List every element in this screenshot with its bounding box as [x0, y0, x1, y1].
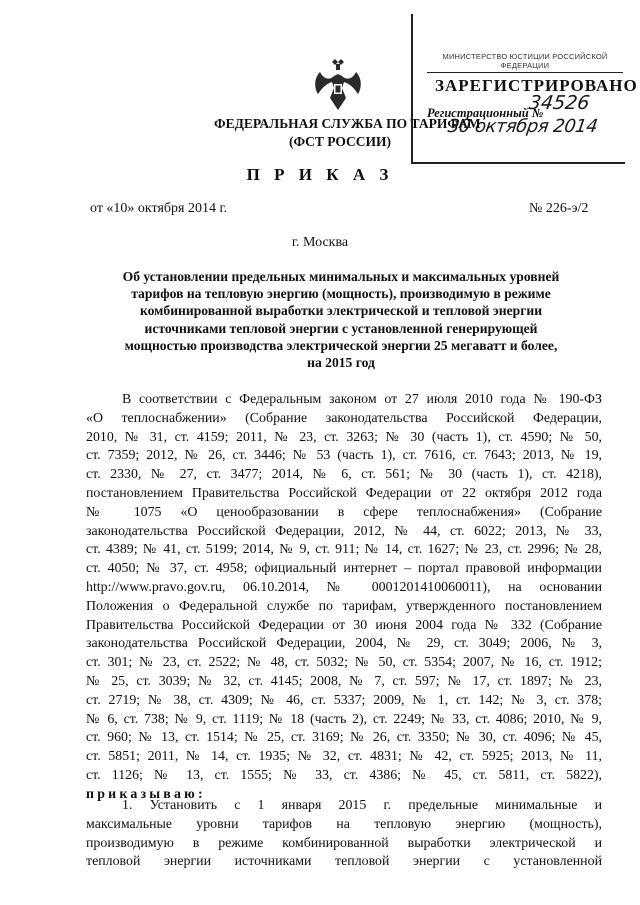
text-line: ст. 1126; № 13, ст. 1555; № 33, ст. 4386; № 45, ст. 5811, ст. 5822),: [86, 767, 602, 783]
text-line: максимальные уровни тарифов на тепловую энергию (мощность),: [86, 816, 602, 832]
prikazyvayu-word: приказываю:: [86, 786, 206, 802]
stamp-registered-text: ЗАРЕГИСТРИРОВАНО: [435, 76, 638, 95]
title-line: мощностью производства электрической энергии 25 мегаватт и более,: [124, 337, 558, 353]
title-line: источниками тепловой энергии с установленной генерирующей: [144, 320, 538, 336]
text-line: законодательства Российской Федерации, 2004, № 29, ст. 3049; 2006, № 3,: [86, 636, 602, 652]
title-line: на 2015 год: [307, 355, 375, 371]
stamp-ministry-text: МИНИСТЕРСТВО ЮСТИЦИИ РОССИЙСКОЙ ФЕДЕРАЦИИ: [427, 52, 623, 73]
agency-short-name: (ФСТ РОССИИ): [289, 134, 392, 149]
order-item-1: [86, 797, 602, 872]
text-line: законодательства Российской Федерации, 2012, № 44, ст. 6022; 2013, № 33,: [86, 523, 602, 539]
document-type-heading: П Р И К А З: [246, 165, 394, 184]
text-line: 1. Установить с 1 января 2015 г. предельные минимальные и: [122, 798, 602, 813]
text-line: производимую в режиме комбинированной выработки электрической и: [86, 835, 602, 851]
text-line: В соответствии с Федеральным законом от 27 июля 2010 года № 190-ФЗ: [122, 392, 602, 407]
text-line: http://www.pravo.gov.ru, 06.10.2014, № 0001201410060011), на основании: [86, 579, 602, 595]
text-line: ст. 5851; 2011, № 14, ст. 1935; № 32, ст. 4831; № 42, ст. 5925; 2013, № 11,: [86, 749, 602, 765]
text-line: постановлением Правительства Российской Федерации от 22 октября 2012 года: [86, 485, 602, 501]
text-line: ст. 7359; 2012, № 26, ст. 3446; № 53 (часть 1), ст. 7616, ст. 7643; 2013, № 19,: [86, 448, 602, 464]
text-line: Положения о Федеральной службе по тарифам, утвержденного постановлением: [86, 598, 602, 614]
text-line: ст. 2719; № 38, ст. 4309; № 46, ст. 5337; 2009, № 1, ст. 142; № 3, ст. 378;: [86, 692, 602, 708]
text-line: ст. 4050; № 37, ст. 4958; официальный интернет – портал правовой информации: [86, 561, 602, 577]
handwritten-registration-date: 30 октября 2014: [446, 116, 599, 137]
preamble-paragraph: [86, 391, 602, 805]
text-line: № 6, ст. 738; № 9, ст. 1119; № 18 (часть 2), ст. 2249; № 33, ст. 4086; 2010, № 9,: [86, 711, 602, 727]
order-date: от «10» октября 2014 г.: [90, 201, 228, 216]
text-line: ст. 960; № 13, ст. 1514; № 25, ст. 3169; № 26, ст. 3350; № 30, ст. 4096; № 45,: [86, 730, 602, 746]
text-line: 2010, № 31, ст. 4159; 2011, № 23, ст. 3263; № 30 (часть 1), ст. 4590; № 50,: [86, 429, 602, 445]
handwritten-registration-number: 34526: [527, 92, 591, 114]
stamp-registration-label: Регистрационный №: [427, 106, 544, 120]
text-line: № 25, ст. 3039; № 32, ст. 4145; 2008, № 7, ст. 597; № 17, ст. 1897; № 23,: [86, 673, 602, 689]
title-line: комбинированной выработки электрической и тепловой энергии: [139, 303, 543, 319]
order-number: № 226-э/2: [529, 201, 589, 216]
coat-of-arms-emblem: [312, 58, 364, 114]
title-line: тарифов на тепловую энергию (мощность), производимую в режиме: [131, 286, 551, 302]
text-line: ст. 2330, № 27, ст. 3477; 2014, № 6, ст. 561; № 30 (часть 1), ст. 4218),: [86, 467, 602, 483]
text-line: Правительства Российской Федерации от 30 июня 2004 года № 332 (Собрание: [86, 617, 602, 633]
text-line: № 1075 «О ценообразовании в сфере теплоснабжения» (Собрание: [86, 504, 602, 520]
registration-stamp: [411, 14, 638, 164]
text-line: тепловой энергии источниками тепловой энергии с установленной: [86, 854, 602, 870]
city: г. Москва: [291, 235, 349, 250]
text-line: ст. 4389; № 41, ст. 5199; 2014, № 9, ст. 911; № 14, ст. 1627; № 23, ст. 2996; № 28,: [86, 542, 602, 558]
title-line: Об установлении предельных минимальных и максимальных уровней: [122, 269, 560, 284]
order-title: [86, 268, 596, 371]
text-line: ст. 301; № 23, ст. 2522; № 48, ст. 5032; № 50, ст. 5354; 2007, № 16, ст. 1912;: [86, 655, 602, 671]
agency-name: ФЕДЕРАЛЬНАЯ СЛУЖБА ПО ТАРИФАМ: [214, 116, 481, 131]
text-line: «О теплоснабжении» (Собрание законодательства Российской Федерации,: [86, 410, 602, 426]
